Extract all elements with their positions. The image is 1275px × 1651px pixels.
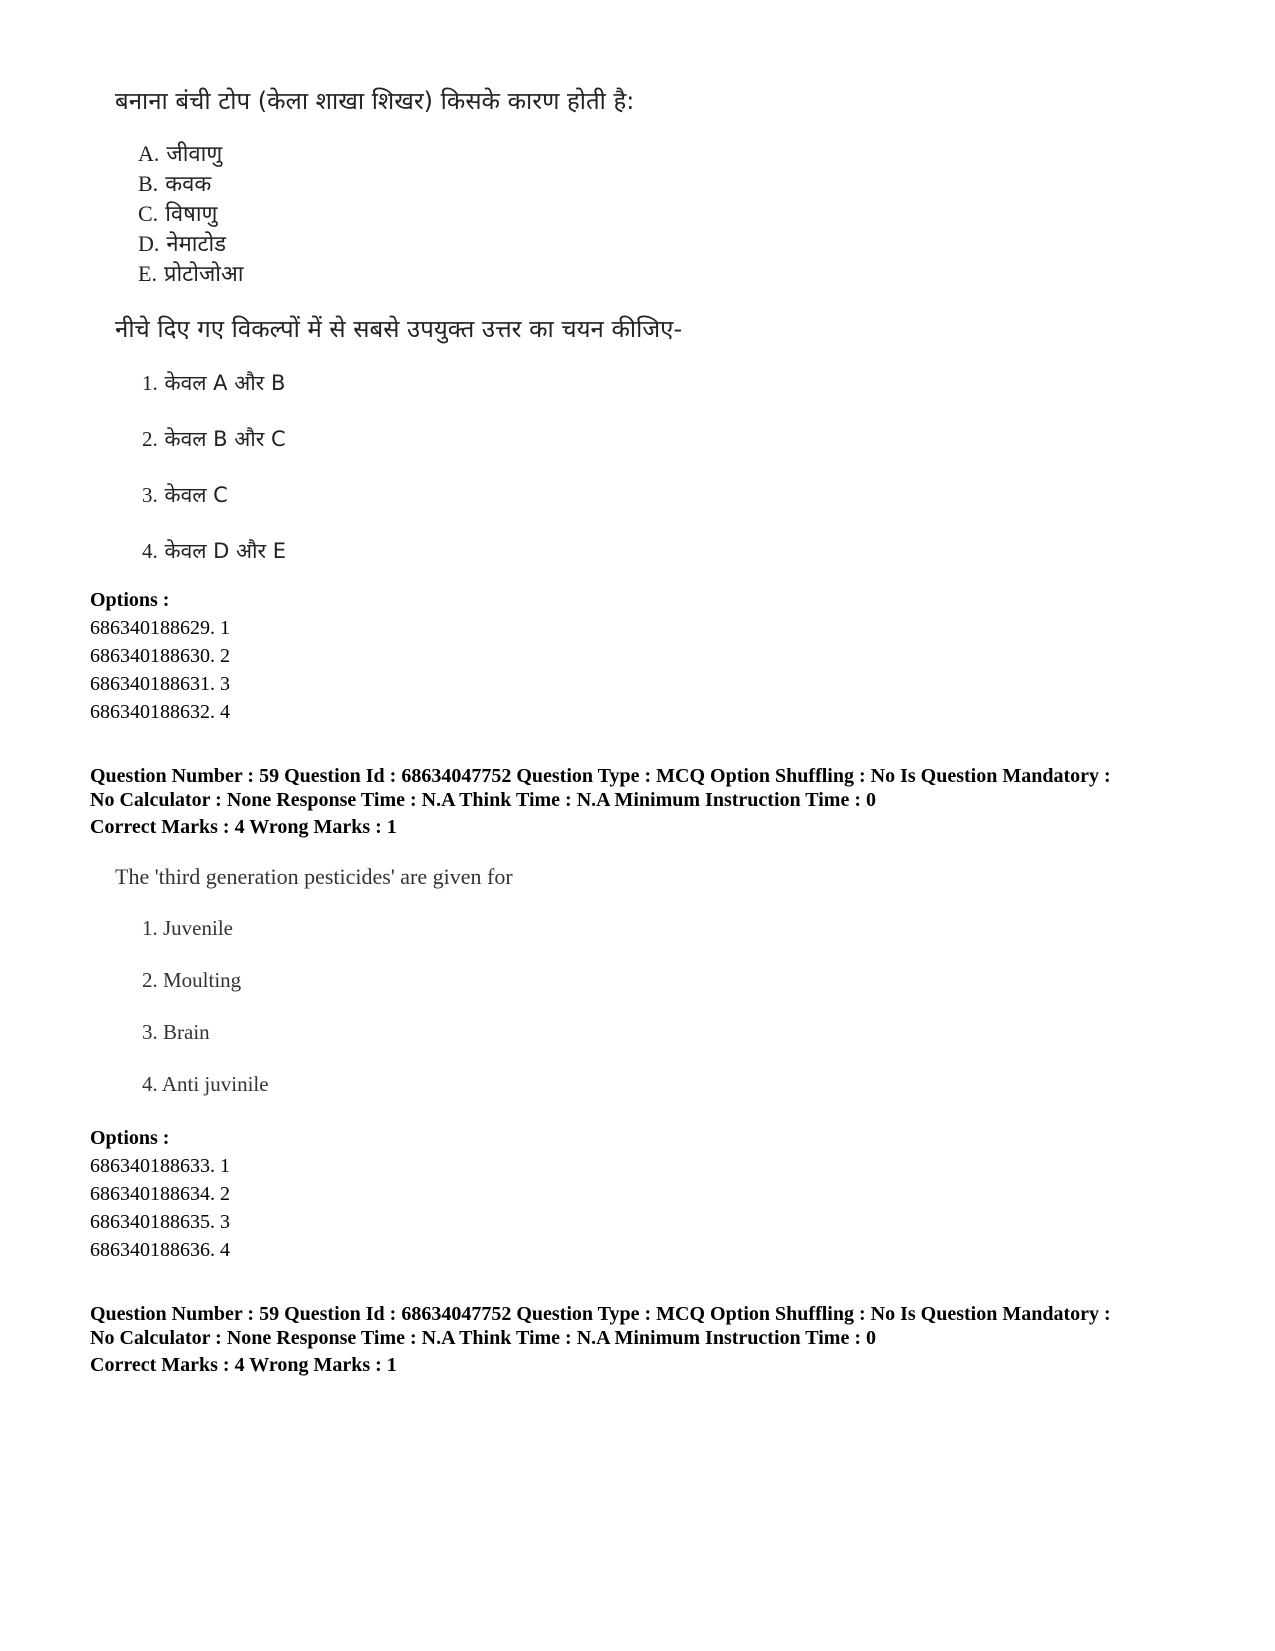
choice-number: 1. [142, 371, 158, 395]
question-marks: Correct Marks : 4 Wrong Marks : 1 [90, 816, 397, 838]
option-item: 686340188635. 3 [90, 1211, 230, 1233]
hindi-choice-1 [142, 369, 285, 397]
hindi-statement-a [138, 138, 222, 168]
hindi-choice-4 [142, 537, 286, 565]
english-question-stem: The 'third generation pesticides' are given for [115, 864, 513, 889]
hindi-instruction: नीचे दिए गए विकल्पों में से सबसे उपयुक्त उत्तर का चयन कीजिए- [115, 315, 683, 343]
hindi-question-stem: बनाना बंची टोप (केला शाखा शिखर) किसके कारण होती है: [115, 87, 635, 115]
statement-letter: A. [138, 141, 160, 166]
choice-text: केवल A और B [164, 371, 286, 395]
statement-text: प्रोटोजोआ [163, 262, 244, 287]
hindi-statement-c [138, 198, 217, 228]
question-marks: Correct Marks : 4 Wrong Marks : 1 [90, 1354, 397, 1376]
english-choice-3: 3. Brain [142, 1020, 210, 1044]
option-item: 686340188631. 3 [90, 673, 230, 695]
question-meta [90, 1302, 1111, 1350]
hindi-choice-3 [142, 481, 228, 509]
english-choice-2: 2. Moulting [142, 968, 242, 992]
statement-letter: E. [138, 261, 157, 286]
choice-number: 4. [142, 539, 158, 563]
question-meta-line-2: No Calculator : None Response Time : N.A Think Time : N.A Minimum Instruction Time : 0 [90, 789, 876, 811]
option-item: 686340188630. 2 [90, 645, 230, 667]
option-item: 686340188634. 2 [90, 1183, 230, 1205]
choice-text: केवल C [164, 483, 228, 507]
english-choice-1: 1. Juvenile [142, 916, 233, 940]
choice-text: केवल B और C [164, 427, 286, 451]
hindi-choice-2 [142, 425, 286, 453]
statement-text: नेमाटोड [166, 232, 227, 257]
option-item: 686340188632. 4 [90, 701, 230, 723]
option-item: 686340188633. 1 [90, 1155, 230, 1177]
choice-number: 2. [142, 427, 158, 451]
option-item: 686340188636. 4 [90, 1239, 230, 1261]
question-meta [90, 764, 1111, 812]
question-meta-line-1: Question Number : 59 Question Id : 68634047752 Question Type : MCQ Option Shuffling : No Is Question Mandatory : [90, 765, 1111, 787]
options-label: Options : [90, 589, 170, 611]
hindi-statement-d [138, 228, 226, 258]
statement-text: कवक [165, 172, 212, 197]
options-label: Options : [90, 1127, 170, 1149]
question-meta-line-1: Question Number : 59 Question Id : 68634047752 Question Type : MCQ Option Shuffling : No Is Question Mandatory : [90, 1303, 1111, 1325]
statement-text: जीवाणु [166, 142, 223, 167]
question-meta-line-2: No Calculator : None Response Time : N.A Think Time : N.A Minimum Instruction Time : 0 [90, 1327, 876, 1349]
statement-letter: B. [138, 171, 159, 196]
english-choice-4: 4. Anti juvinile [142, 1072, 269, 1096]
statement-letter: C. [138, 201, 159, 226]
choice-number: 3. [142, 483, 158, 507]
choice-text: केवल D और E [164, 539, 287, 563]
hindi-statement-e [138, 258, 243, 288]
option-item: 686340188629. 1 [90, 617, 230, 639]
statement-letter: D. [138, 231, 160, 256]
statement-text: विषाणु [165, 202, 218, 227]
hindi-statement-b [138, 168, 211, 198]
